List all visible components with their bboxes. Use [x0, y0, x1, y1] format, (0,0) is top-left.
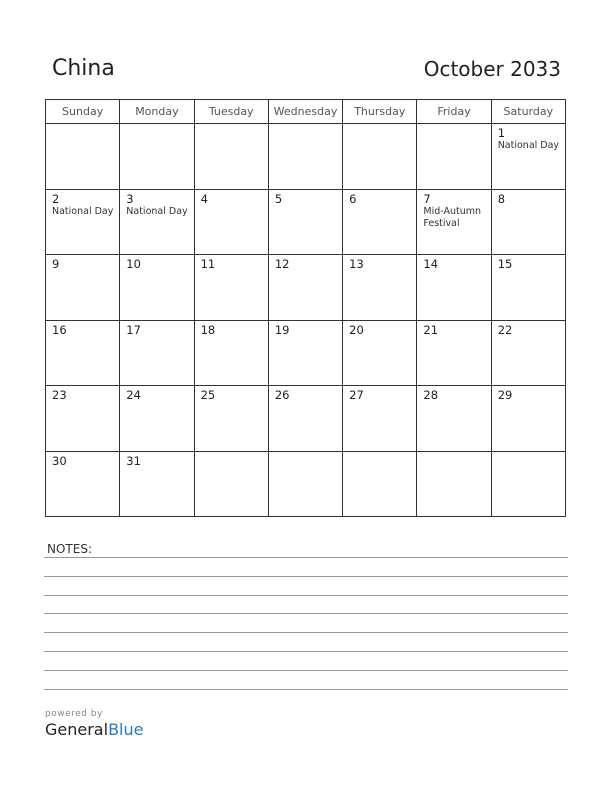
day-number: 24 — [126, 388, 141, 402]
day-cell-content — [417, 386, 490, 402]
week-row — [46, 320, 566, 386]
day-cell — [194, 189, 268, 255]
day-cell — [194, 124, 268, 190]
day-cell-content — [343, 452, 416, 454]
notes-label: NOTES: — [47, 542, 92, 556]
day-cell-content — [46, 255, 119, 271]
day-cell-content — [46, 190, 119, 218]
day-cell — [194, 386, 268, 452]
day-cell-content — [195, 124, 268, 126]
week-row — [46, 189, 566, 255]
day-cell — [120, 320, 194, 386]
weekday-monday: Monday — [120, 100, 194, 124]
powered-by-text: powered by — [45, 709, 103, 719]
day-number: 14 — [423, 257, 439, 271]
day-cell — [343, 386, 417, 452]
day-cell — [491, 124, 565, 190]
day-number: 11 — [200, 257, 216, 271]
day-number: 1 — [497, 126, 506, 140]
day-cell-content — [46, 124, 119, 126]
month-year-title: October 2033 — [423, 57, 561, 81]
day-number: 15 — [497, 257, 513, 271]
holiday-name: Mid-Autumn Festival — [423, 205, 482, 229]
day-number: 19 — [274, 322, 290, 337]
day-cell-content — [343, 386, 416, 402]
day-cell-content — [492, 452, 565, 454]
day-number: 7 — [423, 191, 431, 206]
day-cell-content — [417, 255, 490, 271]
day-cell-content — [417, 452, 490, 454]
week-row — [46, 124, 566, 190]
country-title: China — [52, 56, 115, 81]
day-cell-content — [269, 386, 342, 402]
day-cell — [491, 451, 565, 517]
day-cell — [120, 189, 194, 255]
day-cell-content — [269, 321, 342, 337]
day-number: 27 — [349, 388, 364, 402]
day-cell — [120, 124, 194, 190]
day-cell-content — [417, 321, 490, 337]
day-cell — [46, 124, 120, 190]
day-number: 6 — [349, 191, 357, 206]
day-cell-content — [492, 255, 565, 271]
day-cell-content — [492, 386, 565, 402]
day-cell-content — [195, 321, 268, 337]
day-cell — [268, 320, 342, 386]
day-cell-content — [195, 255, 268, 271]
day-cell-content — [46, 452, 119, 468]
day-cell-content — [269, 452, 342, 454]
day-number: 12 — [274, 257, 290, 271]
day-cell — [46, 386, 120, 452]
note-line — [44, 557, 568, 558]
day-number: 23 — [52, 388, 67, 402]
day-cell — [417, 255, 491, 321]
week-row — [46, 386, 566, 452]
day-number: 20 — [349, 322, 364, 337]
note-line — [44, 595, 568, 596]
weekday-friday: Friday — [417, 100, 491, 124]
note-line — [44, 689, 568, 690]
note-line — [44, 576, 568, 577]
day-cell-content — [492, 321, 565, 337]
day-cell-content — [120, 190, 193, 218]
day-cell — [491, 189, 565, 255]
day-cell-content — [120, 452, 193, 468]
day-cell — [120, 451, 194, 517]
week-row — [46, 255, 566, 321]
day-number: 22 — [497, 322, 513, 337]
note-line — [44, 613, 568, 614]
day-cell-content — [46, 386, 119, 402]
note-line — [44, 632, 568, 633]
note-line — [44, 651, 568, 652]
day-cell-content — [120, 321, 193, 337]
holiday-name: National Day — [497, 140, 560, 151]
week-row — [46, 451, 566, 517]
note-line — [44, 670, 568, 671]
day-cell-content — [417, 124, 490, 126]
day-cell-content — [492, 124, 565, 152]
day-cell — [46, 320, 120, 386]
day-cell-content — [46, 321, 119, 337]
day-cell — [417, 189, 491, 255]
day-cell — [417, 451, 491, 517]
day-cell-content — [269, 124, 342, 126]
day-cell — [194, 451, 268, 517]
day-cell — [343, 124, 417, 190]
day-number: 16 — [52, 322, 67, 337]
day-number: 5 — [274, 191, 283, 206]
day-cell-content — [343, 190, 416, 206]
day-cell — [120, 255, 194, 321]
day-cell — [268, 451, 342, 517]
day-cell — [120, 386, 194, 452]
day-cell — [343, 320, 417, 386]
day-number: 8 — [497, 191, 506, 206]
brand-general: General — [45, 720, 109, 739]
day-cell-content — [195, 386, 268, 402]
day-cell — [268, 386, 342, 452]
day-cell — [268, 255, 342, 321]
day-cell — [46, 189, 120, 255]
day-cell — [343, 255, 417, 321]
day-cell — [268, 189, 342, 255]
day-cell — [343, 189, 417, 255]
holiday-name: National Day — [52, 205, 114, 217]
day-cell-content — [195, 452, 268, 454]
day-cell-content — [120, 255, 193, 271]
day-number: 25 — [200, 388, 216, 402]
day-cell — [417, 386, 491, 452]
day-cell — [491, 320, 565, 386]
day-cell — [417, 320, 491, 386]
day-number: 9 — [52, 257, 60, 271]
day-number: 4 — [200, 191, 208, 206]
weekday-tuesday: Tuesday — [194, 100, 268, 124]
day-cell-content — [343, 124, 416, 126]
day-cell-content — [120, 386, 193, 402]
day-cell — [194, 320, 268, 386]
day-number: 13 — [349, 257, 364, 271]
day-cell-content — [269, 255, 342, 271]
day-number: 26 — [274, 388, 290, 402]
calendar-grid — [45, 99, 566, 517]
day-cell — [194, 255, 268, 321]
day-number: 18 — [200, 322, 216, 337]
day-number: 31 — [126, 453, 141, 468]
day-cell-content — [343, 321, 416, 337]
day-cell — [46, 451, 120, 517]
day-cell — [46, 255, 120, 321]
day-cell-content — [120, 124, 193, 126]
day-number: 10 — [126, 257, 141, 271]
day-cell — [417, 124, 491, 190]
day-number: 28 — [423, 388, 439, 402]
day-cell — [268, 124, 342, 190]
weekday-thursday: Thursday — [343, 100, 417, 124]
day-number: 30 — [52, 453, 67, 468]
day-cell — [491, 386, 565, 452]
weekday-header-row — [46, 100, 566, 124]
day-cell-content — [343, 255, 416, 271]
day-number: 21 — [423, 322, 439, 337]
day-cell — [491, 255, 565, 321]
brand-logo — [45, 720, 143, 739]
day-number: 29 — [497, 388, 513, 402]
weekday-wednesday: Wednesday — [268, 100, 342, 124]
weekday-sunday: Sunday — [46, 100, 120, 124]
day-cell-content — [492, 190, 565, 206]
day-cell-content — [195, 190, 268, 206]
brand-footer — [45, 709, 143, 739]
day-number: 2 — [52, 191, 60, 206]
weekday-saturday: Saturday — [491, 100, 565, 124]
day-cell-content — [269, 190, 342, 206]
holiday-name: National Day — [126, 205, 188, 217]
day-cell-content — [417, 190, 490, 230]
day-number: 3 — [126, 191, 134, 206]
brand-blue: Blue — [108, 720, 144, 739]
day-number: 17 — [126, 322, 141, 337]
day-cell — [343, 451, 417, 517]
